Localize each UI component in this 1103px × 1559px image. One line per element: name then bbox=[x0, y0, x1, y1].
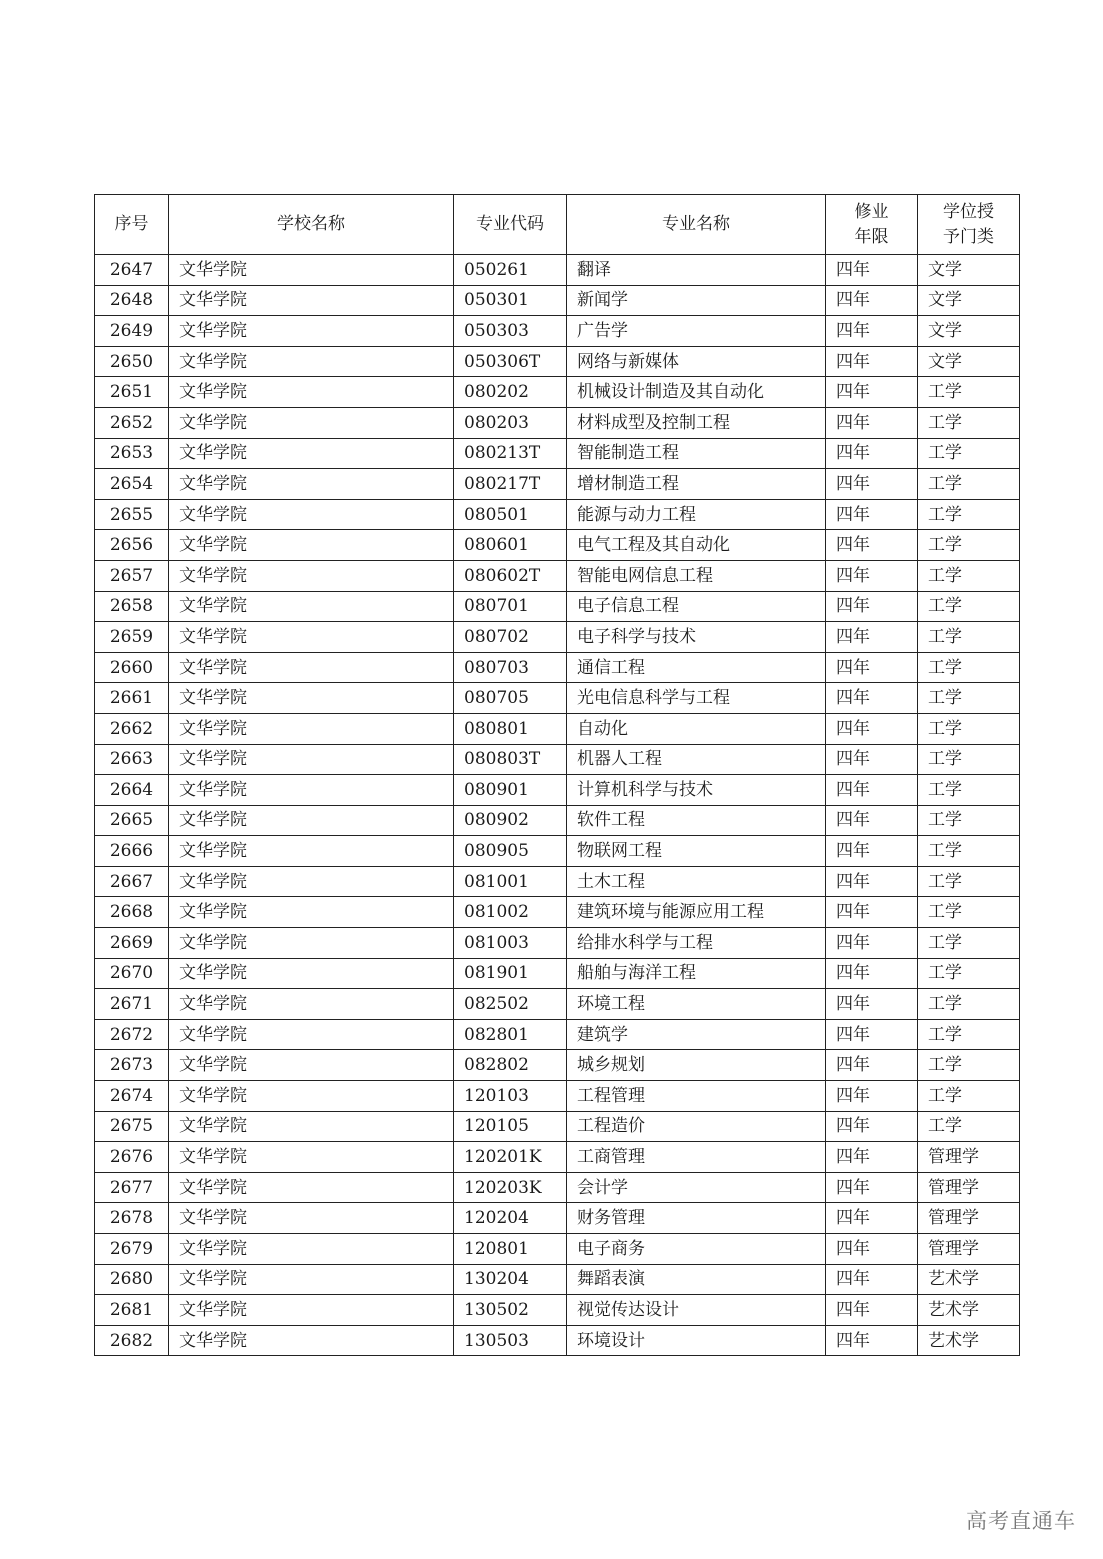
cell-school-name: 文华学院 bbox=[169, 1142, 454, 1173]
cell-index: 2665 bbox=[95, 805, 169, 836]
header-study-years-line2: 年限 bbox=[854, 226, 889, 247]
cell-study-years: 四年 bbox=[826, 744, 918, 775]
table-row bbox=[95, 836, 1020, 867]
cell-major-code: 080213T bbox=[454, 438, 567, 469]
table-row bbox=[95, 530, 1020, 561]
cell-major-name: 工商管理 bbox=[567, 1142, 826, 1173]
cell-degree-category: 工学 bbox=[918, 652, 1020, 683]
cell-school-name: 文华学院 bbox=[169, 1081, 454, 1112]
cell-major-code: 130503 bbox=[454, 1325, 567, 1356]
cell-index: 2667 bbox=[95, 866, 169, 897]
cell-study-years: 四年 bbox=[826, 438, 918, 469]
cell-major-code: 050306T bbox=[454, 346, 567, 377]
table-row bbox=[95, 713, 1020, 744]
cell-major-code: 130204 bbox=[454, 1264, 567, 1295]
cell-index: 2649 bbox=[95, 316, 169, 347]
header-degree-category-line1: 学位授 bbox=[943, 201, 994, 222]
table-row bbox=[95, 285, 1020, 316]
cell-index: 2680 bbox=[95, 1264, 169, 1295]
cell-school-name: 文华学院 bbox=[169, 255, 454, 286]
cell-major-name: 工程造价 bbox=[567, 1111, 826, 1142]
table-row bbox=[95, 1142, 1020, 1173]
cell-study-years: 四年 bbox=[826, 652, 918, 683]
cell-school-name: 文华学院 bbox=[169, 744, 454, 775]
cell-major-name: 翻译 bbox=[567, 255, 826, 286]
cell-index: 2658 bbox=[95, 591, 169, 622]
cell-degree-category: 工学 bbox=[918, 469, 1020, 500]
cell-school-name: 文华学院 bbox=[169, 316, 454, 347]
cell-study-years: 四年 bbox=[826, 1142, 918, 1173]
cell-major-code: 081003 bbox=[454, 928, 567, 959]
cell-major-code: 080203 bbox=[454, 407, 567, 438]
cell-major-code: 080905 bbox=[454, 836, 567, 867]
cell-study-years: 四年 bbox=[826, 683, 918, 714]
cell-index: 2651 bbox=[95, 377, 169, 408]
cell-school-name: 文华学院 bbox=[169, 407, 454, 438]
cell-degree-category: 工学 bbox=[918, 438, 1020, 469]
cell-school-name: 文华学院 bbox=[169, 683, 454, 714]
cell-index: 2664 bbox=[95, 775, 169, 806]
cell-degree-category: 工学 bbox=[918, 683, 1020, 714]
cell-degree-category: 工学 bbox=[918, 897, 1020, 928]
cell-degree-category: 工学 bbox=[918, 499, 1020, 530]
cell-major-name: 环境设计 bbox=[567, 1325, 826, 1356]
header-study-years-line1: 修业 bbox=[854, 201, 889, 222]
table-row bbox=[95, 1264, 1020, 1295]
cell-major-code: 050303 bbox=[454, 316, 567, 347]
cell-study-years: 四年 bbox=[826, 1234, 918, 1265]
header-school-name: 学校名称 bbox=[169, 195, 454, 255]
cell-major-name: 智能电网信息工程 bbox=[567, 560, 826, 591]
cell-degree-category: 工学 bbox=[918, 560, 1020, 591]
cell-major-name: 建筑环境与能源应用工程 bbox=[567, 897, 826, 928]
cell-school-name: 文华学院 bbox=[169, 897, 454, 928]
cell-study-years: 四年 bbox=[826, 1203, 918, 1234]
cell-degree-category: 工学 bbox=[918, 591, 1020, 622]
table-row bbox=[95, 377, 1020, 408]
cell-index: 2678 bbox=[95, 1203, 169, 1234]
cell-degree-category: 艺术学 bbox=[918, 1325, 1020, 1356]
table-row bbox=[95, 744, 1020, 775]
cell-major-code: 080601 bbox=[454, 530, 567, 561]
cell-school-name: 文华学院 bbox=[169, 1019, 454, 1050]
cell-major-code: 081002 bbox=[454, 897, 567, 928]
cell-degree-category: 艺术学 bbox=[918, 1264, 1020, 1295]
cell-index: 2669 bbox=[95, 928, 169, 959]
cell-degree-category: 艺术学 bbox=[918, 1295, 1020, 1326]
table-row bbox=[95, 407, 1020, 438]
cell-index: 2659 bbox=[95, 622, 169, 653]
table-row bbox=[95, 1172, 1020, 1203]
cell-school-name: 文华学院 bbox=[169, 866, 454, 897]
cell-study-years: 四年 bbox=[826, 836, 918, 867]
cell-degree-category: 工学 bbox=[918, 1019, 1020, 1050]
cell-index: 2653 bbox=[95, 438, 169, 469]
cell-major-name: 会计学 bbox=[567, 1172, 826, 1203]
cell-study-years: 四年 bbox=[826, 1325, 918, 1356]
table-row bbox=[95, 622, 1020, 653]
cell-major-name: 财务管理 bbox=[567, 1203, 826, 1234]
cell-major-name: 广告学 bbox=[567, 316, 826, 347]
cell-study-years: 四年 bbox=[826, 958, 918, 989]
cell-major-name: 物联网工程 bbox=[567, 836, 826, 867]
table-row bbox=[95, 1203, 1020, 1234]
table-row bbox=[95, 560, 1020, 591]
cell-index: 2654 bbox=[95, 469, 169, 500]
table-row bbox=[95, 652, 1020, 683]
cell-degree-category: 工学 bbox=[918, 866, 1020, 897]
cell-degree-category: 工学 bbox=[918, 1111, 1020, 1142]
header-degree-category-line2: 予门类 bbox=[943, 226, 994, 247]
cell-study-years: 四年 bbox=[826, 255, 918, 286]
cell-school-name: 文华学院 bbox=[169, 1172, 454, 1203]
cell-degree-category: 管理学 bbox=[918, 1142, 1020, 1173]
cell-school-name: 文华学院 bbox=[169, 958, 454, 989]
cell-degree-category: 工学 bbox=[918, 530, 1020, 561]
cell-major-name: 新闻学 bbox=[567, 285, 826, 316]
cell-major-code: 120201K bbox=[454, 1142, 567, 1173]
cell-major-code: 130502 bbox=[454, 1295, 567, 1326]
cell-major-code: 082502 bbox=[454, 989, 567, 1020]
cell-major-code: 080702 bbox=[454, 622, 567, 653]
cell-major-code: 080803T bbox=[454, 744, 567, 775]
cell-major-name: 舞蹈表演 bbox=[567, 1264, 826, 1295]
cell-degree-category: 工学 bbox=[918, 744, 1020, 775]
cell-study-years: 四年 bbox=[826, 407, 918, 438]
cell-study-years: 四年 bbox=[826, 1081, 918, 1112]
cell-study-years: 四年 bbox=[826, 346, 918, 377]
cell-major-code: 080902 bbox=[454, 805, 567, 836]
cell-degree-category: 工学 bbox=[918, 622, 1020, 653]
cell-study-years: 四年 bbox=[826, 622, 918, 653]
cell-index: 2661 bbox=[95, 683, 169, 714]
cell-index: 2679 bbox=[95, 1234, 169, 1265]
cell-degree-category: 工学 bbox=[918, 805, 1020, 836]
cell-major-code: 120105 bbox=[454, 1111, 567, 1142]
cell-index: 2655 bbox=[95, 499, 169, 530]
cell-major-name: 电子商务 bbox=[567, 1234, 826, 1265]
cell-school-name: 文华学院 bbox=[169, 805, 454, 836]
table-row bbox=[95, 1050, 1020, 1081]
cell-major-name: 材料成型及控制工程 bbox=[567, 407, 826, 438]
cell-study-years: 四年 bbox=[826, 560, 918, 591]
cell-major-name: 软件工程 bbox=[567, 805, 826, 836]
cell-school-name: 文华学院 bbox=[169, 438, 454, 469]
cell-degree-category: 工学 bbox=[918, 836, 1020, 867]
table-row bbox=[95, 591, 1020, 622]
cell-degree-category: 工学 bbox=[918, 1081, 1020, 1112]
cell-major-name: 电子科学与技术 bbox=[567, 622, 826, 653]
cell-major-code: 082801 bbox=[454, 1019, 567, 1050]
cell-school-name: 文华学院 bbox=[169, 1203, 454, 1234]
cell-major-code: 080202 bbox=[454, 377, 567, 408]
cell-index: 2676 bbox=[95, 1142, 169, 1173]
cell-major-name: 能源与动力工程 bbox=[567, 499, 826, 530]
cell-major-name: 光电信息科学与工程 bbox=[567, 683, 826, 714]
cell-index: 2677 bbox=[95, 1172, 169, 1203]
cell-major-name: 土木工程 bbox=[567, 866, 826, 897]
cell-major-name: 船舶与海洋工程 bbox=[567, 958, 826, 989]
table-row bbox=[95, 683, 1020, 714]
cell-study-years: 四年 bbox=[826, 377, 918, 408]
cell-index: 2682 bbox=[95, 1325, 169, 1356]
cell-degree-category: 管理学 bbox=[918, 1203, 1020, 1234]
cell-study-years: 四年 bbox=[826, 866, 918, 897]
cell-major-code: 080705 bbox=[454, 683, 567, 714]
cell-major-name: 环境工程 bbox=[567, 989, 826, 1020]
cell-school-name: 文华学院 bbox=[169, 377, 454, 408]
cell-study-years: 四年 bbox=[826, 775, 918, 806]
cell-school-name: 文华学院 bbox=[169, 1264, 454, 1295]
cell-major-name: 智能制造工程 bbox=[567, 438, 826, 469]
cell-school-name: 文华学院 bbox=[169, 346, 454, 377]
cell-degree-category: 文学 bbox=[918, 316, 1020, 347]
cell-major-code: 080501 bbox=[454, 499, 567, 530]
cell-school-name: 文华学院 bbox=[169, 1234, 454, 1265]
cell-major-code: 080901 bbox=[454, 775, 567, 806]
cell-major-name: 电气工程及其自动化 bbox=[567, 530, 826, 561]
cell-degree-category: 文学 bbox=[918, 255, 1020, 286]
table-row bbox=[95, 255, 1020, 286]
cell-major-name: 视觉传达设计 bbox=[567, 1295, 826, 1326]
cell-index: 2673 bbox=[95, 1050, 169, 1081]
cell-school-name: 文华学院 bbox=[169, 1325, 454, 1356]
cell-index: 2648 bbox=[95, 285, 169, 316]
cell-school-name: 文华学院 bbox=[169, 1295, 454, 1326]
cell-major-code: 080602T bbox=[454, 560, 567, 591]
table-row bbox=[95, 989, 1020, 1020]
cell-index: 2652 bbox=[95, 407, 169, 438]
cell-school-name: 文华学院 bbox=[169, 928, 454, 959]
header-index: 序号 bbox=[95, 195, 169, 255]
cell-major-code: 120103 bbox=[454, 1081, 567, 1112]
cell-degree-category: 工学 bbox=[918, 713, 1020, 744]
cell-degree-category: 工学 bbox=[918, 1050, 1020, 1081]
cell-study-years: 四年 bbox=[826, 897, 918, 928]
cell-study-years: 四年 bbox=[826, 316, 918, 347]
table-row bbox=[95, 958, 1020, 989]
cell-major-code: 050261 bbox=[454, 255, 567, 286]
cell-major-name: 城乡规划 bbox=[567, 1050, 826, 1081]
cell-index: 2650 bbox=[95, 346, 169, 377]
table-body bbox=[95, 255, 1020, 1356]
table-row bbox=[95, 1111, 1020, 1142]
cell-major-name: 机械设计制造及其自动化 bbox=[567, 377, 826, 408]
table-row bbox=[95, 928, 1020, 959]
cell-index: 2671 bbox=[95, 989, 169, 1020]
table-row bbox=[95, 897, 1020, 928]
cell-major-code: 120203K bbox=[454, 1172, 567, 1203]
cell-study-years: 四年 bbox=[826, 1111, 918, 1142]
cell-major-name: 自动化 bbox=[567, 713, 826, 744]
cell-school-name: 文华学院 bbox=[169, 1050, 454, 1081]
cell-major-name: 给排水科学与工程 bbox=[567, 928, 826, 959]
table-row bbox=[95, 469, 1020, 500]
cell-school-name: 文华学院 bbox=[169, 591, 454, 622]
cell-major-name: 网络与新媒体 bbox=[567, 346, 826, 377]
cell-degree-category: 文学 bbox=[918, 346, 1020, 377]
cell-major-code: 080703 bbox=[454, 652, 567, 683]
table-row bbox=[95, 438, 1020, 469]
header-degree-category bbox=[918, 195, 1020, 255]
cell-degree-category: 管理学 bbox=[918, 1234, 1020, 1265]
cell-school-name: 文华学院 bbox=[169, 775, 454, 806]
cell-study-years: 四年 bbox=[826, 469, 918, 500]
table-header bbox=[95, 195, 1020, 255]
cell-study-years: 四年 bbox=[826, 713, 918, 744]
cell-degree-category: 工学 bbox=[918, 377, 1020, 408]
cell-study-years: 四年 bbox=[826, 1050, 918, 1081]
table-row bbox=[95, 805, 1020, 836]
cell-school-name: 文华学院 bbox=[169, 469, 454, 500]
cell-major-code: 080801 bbox=[454, 713, 567, 744]
cell-major-code: 081901 bbox=[454, 958, 567, 989]
table-row bbox=[95, 346, 1020, 377]
table-row bbox=[95, 1234, 1020, 1265]
cell-major-name: 工程管理 bbox=[567, 1081, 826, 1112]
cell-school-name: 文华学院 bbox=[169, 560, 454, 591]
cell-degree-category: 工学 bbox=[918, 958, 1020, 989]
cell-school-name: 文华学院 bbox=[169, 1111, 454, 1142]
table-row bbox=[95, 1325, 1020, 1356]
header-major-code: 专业代码 bbox=[454, 195, 567, 255]
cell-major-code: 050301 bbox=[454, 285, 567, 316]
cell-index: 2647 bbox=[95, 255, 169, 286]
cell-degree-category: 工学 bbox=[918, 407, 1020, 438]
cell-index: 2674 bbox=[95, 1081, 169, 1112]
cell-index: 2662 bbox=[95, 713, 169, 744]
table-row bbox=[95, 1081, 1020, 1112]
cell-major-name: 机器人工程 bbox=[567, 744, 826, 775]
cell-school-name: 文华学院 bbox=[169, 622, 454, 653]
cell-school-name: 文华学院 bbox=[169, 713, 454, 744]
cell-school-name: 文华学院 bbox=[169, 836, 454, 867]
cell-degree-category: 工学 bbox=[918, 989, 1020, 1020]
cell-major-name: 增材制造工程 bbox=[567, 469, 826, 500]
table-row bbox=[95, 316, 1020, 347]
header-major-name: 专业名称 bbox=[567, 195, 826, 255]
cell-major-name: 计算机科学与技术 bbox=[567, 775, 826, 806]
cell-index: 2663 bbox=[95, 744, 169, 775]
cell-index: 2681 bbox=[95, 1295, 169, 1326]
cell-index: 2657 bbox=[95, 560, 169, 591]
cell-school-name: 文华学院 bbox=[169, 499, 454, 530]
cell-school-name: 文华学院 bbox=[169, 989, 454, 1020]
cell-major-code: 080701 bbox=[454, 591, 567, 622]
cell-school-name: 文华学院 bbox=[169, 285, 454, 316]
cell-major-name: 建筑学 bbox=[567, 1019, 826, 1050]
table-row bbox=[95, 775, 1020, 806]
header-study-years bbox=[826, 195, 918, 255]
table-row bbox=[95, 1019, 1020, 1050]
watermark: 高考直通车 bbox=[966, 1509, 1076, 1533]
cell-study-years: 四年 bbox=[826, 1264, 918, 1295]
cell-study-years: 四年 bbox=[826, 989, 918, 1020]
cell-major-name: 通信工程 bbox=[567, 652, 826, 683]
table-row bbox=[95, 866, 1020, 897]
table-row bbox=[95, 499, 1020, 530]
cell-degree-category: 管理学 bbox=[918, 1172, 1020, 1203]
cell-index: 2666 bbox=[95, 836, 169, 867]
cell-study-years: 四年 bbox=[826, 1295, 918, 1326]
cell-index: 2672 bbox=[95, 1019, 169, 1050]
cell-index: 2670 bbox=[95, 958, 169, 989]
cell-major-code: 082802 bbox=[454, 1050, 567, 1081]
cell-degree-category: 文学 bbox=[918, 285, 1020, 316]
cell-index: 2656 bbox=[95, 530, 169, 561]
cell-index: 2675 bbox=[95, 1111, 169, 1142]
cell-study-years: 四年 bbox=[826, 1172, 918, 1203]
cell-study-years: 四年 bbox=[826, 285, 918, 316]
cell-study-years: 四年 bbox=[826, 499, 918, 530]
cell-major-code: 080217T bbox=[454, 469, 567, 500]
cell-school-name: 文华学院 bbox=[169, 530, 454, 561]
cell-major-name: 电子信息工程 bbox=[567, 591, 826, 622]
cell-study-years: 四年 bbox=[826, 1019, 918, 1050]
majors-table bbox=[94, 194, 1020, 1356]
cell-major-code: 120204 bbox=[454, 1203, 567, 1234]
table-row bbox=[95, 1295, 1020, 1326]
cell-major-code: 120801 bbox=[454, 1234, 567, 1265]
cell-study-years: 四年 bbox=[826, 928, 918, 959]
cell-index: 2660 bbox=[95, 652, 169, 683]
cell-major-code: 081001 bbox=[454, 866, 567, 897]
cell-index: 2668 bbox=[95, 897, 169, 928]
cell-school-name: 文华学院 bbox=[169, 652, 454, 683]
cell-study-years: 四年 bbox=[826, 591, 918, 622]
cell-study-years: 四年 bbox=[826, 805, 918, 836]
cell-degree-category: 工学 bbox=[918, 928, 1020, 959]
cell-study-years: 四年 bbox=[826, 530, 918, 561]
cell-degree-category: 工学 bbox=[918, 775, 1020, 806]
